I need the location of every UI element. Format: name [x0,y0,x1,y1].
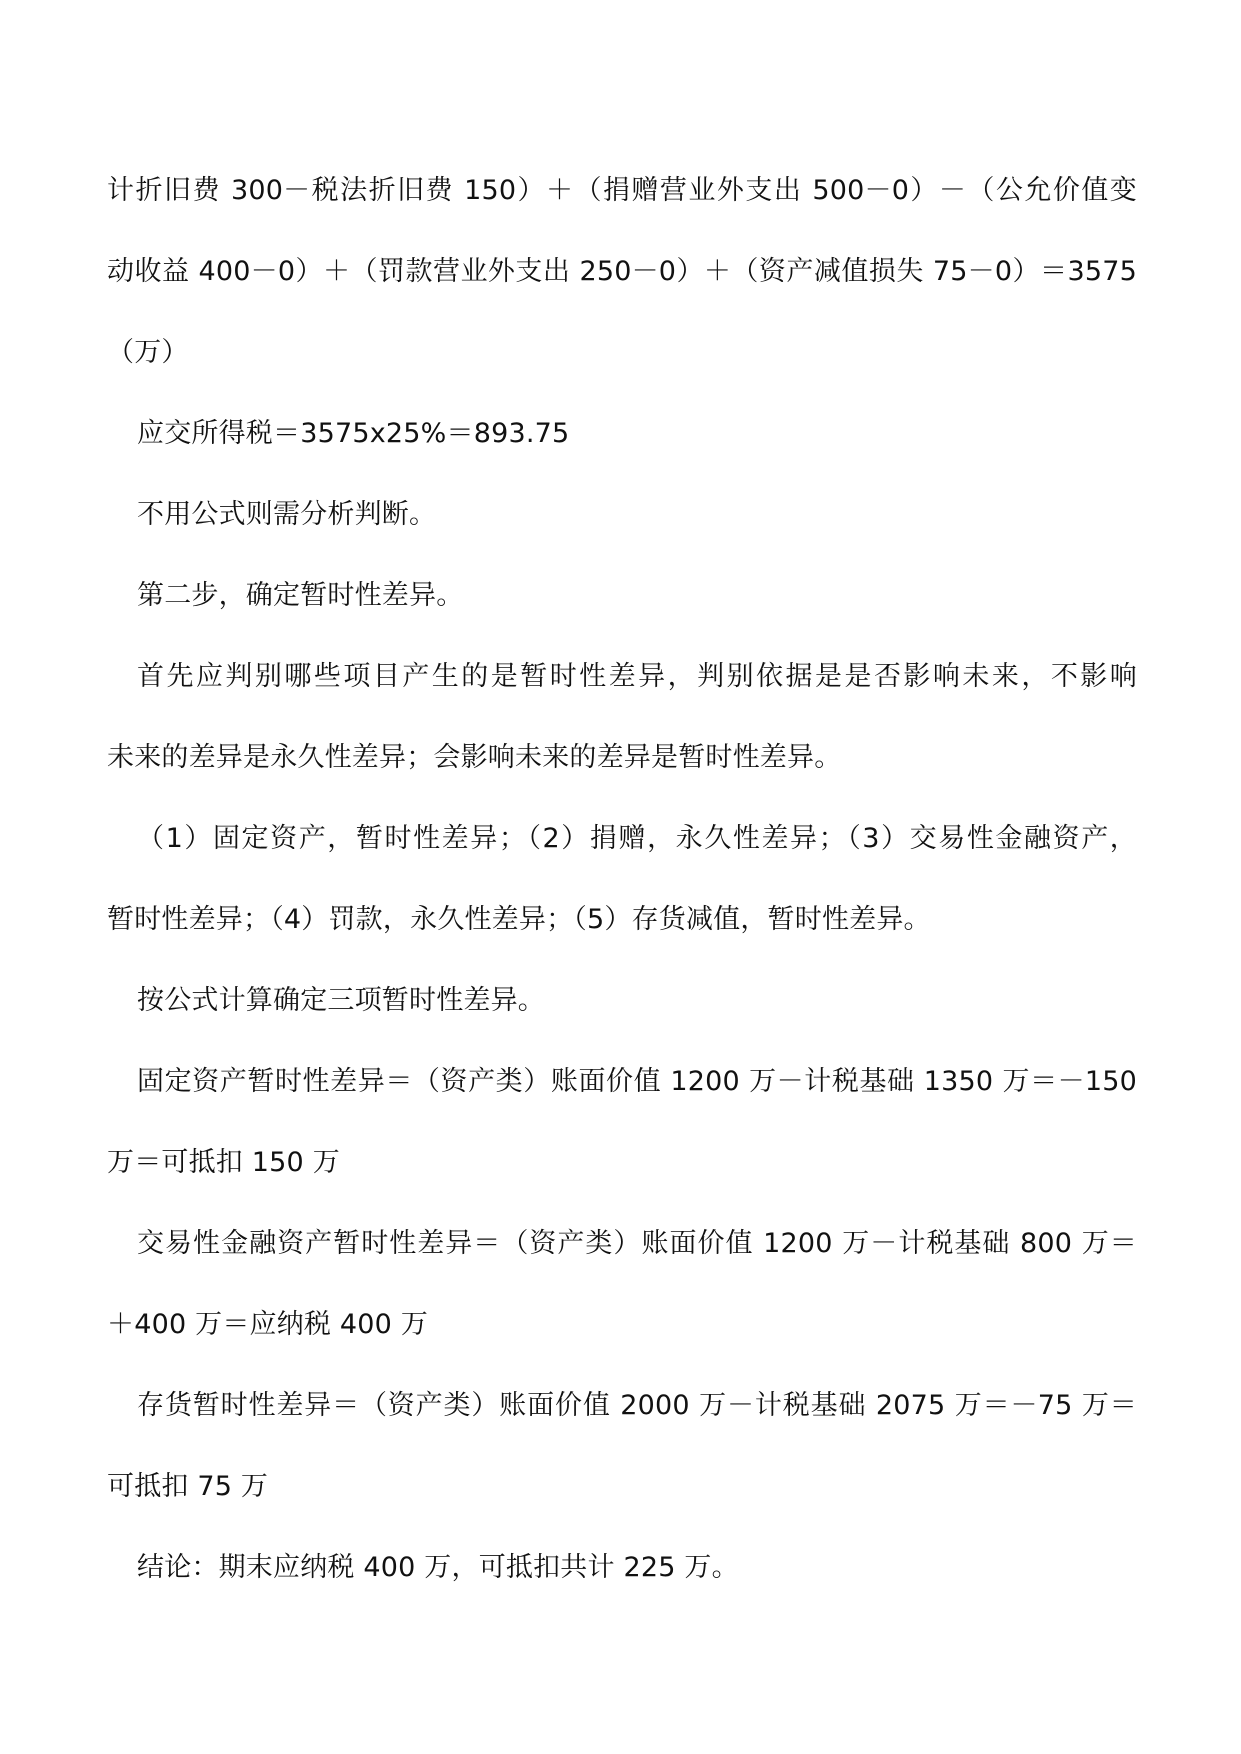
text-line: ＋400 万＝应纳税 400 万 [107,1309,429,1340]
text-line: 不用公式则需分析判断。 [137,499,437,530]
text-line: 可抵扣 75 万 [107,1471,269,1502]
paragraph-trading-asset-difference [107,1203,1137,1365]
paragraph-formula-intro [107,960,1137,1041]
paragraph-tax-calculation [107,150,1137,393]
paragraph-step-two [107,555,1137,636]
text-line: 结论：期末应纳税 400 万，可抵扣共计 225 万。 [137,1552,739,1583]
text-line: 首先应判别哪些项目产生的是暂时性差异，判别依据是是否影响未来，不影响 [137,661,1137,692]
text-line: 万＝可抵扣 150 万 [107,1147,340,1178]
paragraph-conclusion [107,1527,1137,1608]
text-line: 暂时性差异；（4）罚款，永久性差异；（5）存货减值，暂时性差异。 [107,904,931,935]
text-line: 存货暂时性差异＝（资产类）账面价值 2000 万－计税基础 2075 万＝－75 万＝ [137,1390,1137,1421]
paragraph-income-tax-payable [107,393,1137,474]
text-line: 未来的差异是永久性差异；会影响未来的差异是暂时性差异。 [107,742,842,773]
text-line: 应交所得税＝3575x25%＝893.75 [137,418,570,449]
text-line: 动收益 400－0）＋（罚款营业外支出 250－0）＋（资产减值损失 75－0）＝3575 [107,256,1137,287]
text-line: （1）固定资产，暂时性差异；（2）捐赠，永久性差异；（3）交易性金融资产， [137,823,1137,854]
text-line: 第二步，确定暂时性差异。 [137,580,464,611]
text-line: 固定资产暂时性差异＝（资产类）账面价值 1200 万－计税基础 1350 万＝－150 [137,1066,1137,1097]
document-body [107,150,1137,1608]
paragraph-item-classification [107,798,1137,960]
text-line: 按公式计算确定三项暂时性差异。 [137,985,545,1016]
paragraph-analysis-note [107,474,1137,555]
text-line: 计折旧费 300－税法折旧费 150）＋（捐赠营业外支出 500－0）－（公允价值变 [107,175,1137,206]
paragraph-inventory-difference [107,1365,1137,1527]
paragraph-fixed-asset-difference [107,1041,1137,1203]
text-line: 交易性金融资产暂时性差异＝（资产类）账面价值 1200 万－计税基础 800 万＝ [137,1228,1137,1259]
paragraph-identify-differences [107,636,1137,798]
text-line: （万） [107,337,189,368]
